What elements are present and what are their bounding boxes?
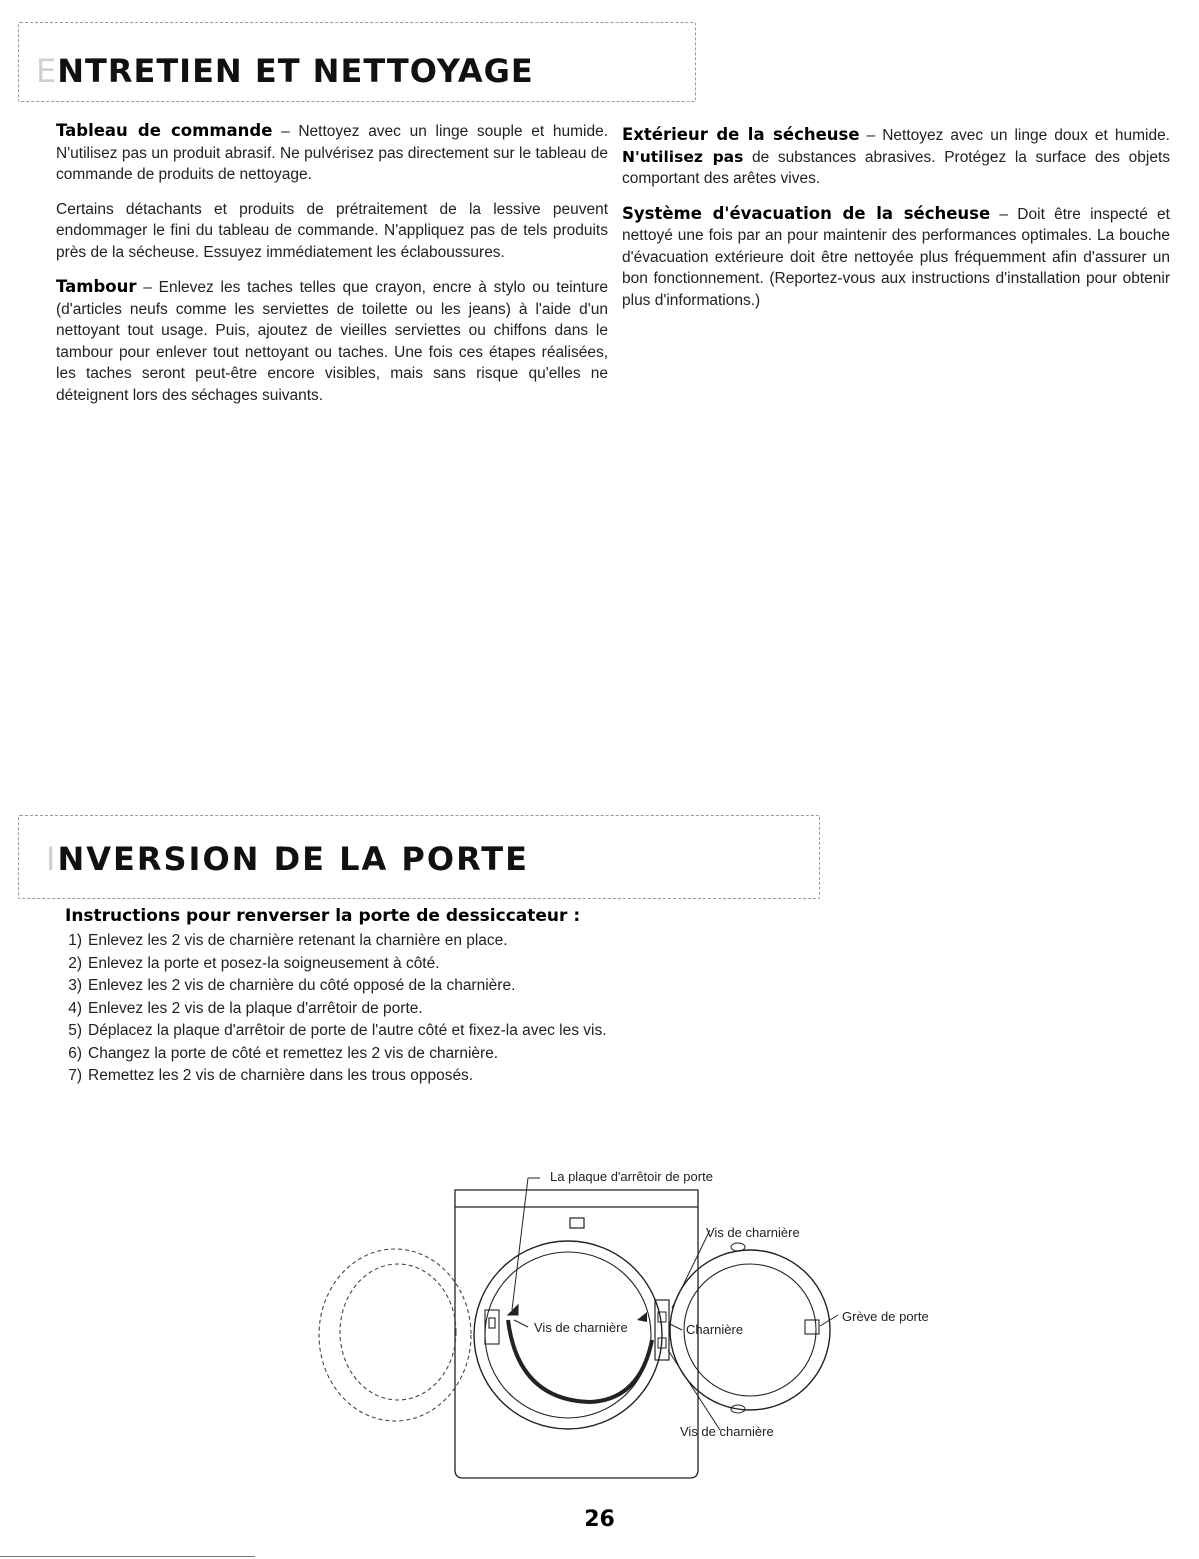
section-title-inversion [46, 840, 529, 878]
text-detachants: Certains détachants et produits de prétraitement de la lessive peuvent endommager le fini du tableau de commande. N'appliquez pas de tels produits près de la sécheuse. Essuyez immédiatement les éclaboussures. [56, 200, 608, 261]
lead-tambour: Tambour [56, 277, 137, 296]
step-text: Changez la porte de côté et remettez les 2 vis de charnière. [88, 1044, 499, 1062]
drum-opening [474, 1241, 662, 1429]
label-hinge-screw-left: Vis de charnière [534, 1320, 628, 1335]
step-text: Déplacez la plaque d'arrêtoir de porte de l'autre côté et fixez-la avec les vis. [88, 1022, 607, 1039]
label-hinge-screw-bottom: Vis de charnière [680, 1424, 774, 1439]
instructions-title: Instructions pour renverser la porte de dessiccateur : [65, 906, 581, 926]
step-item [48, 1065, 607, 1088]
step-item [48, 930, 607, 953]
paragraph-detachants [56, 199, 608, 264]
door-original-position [319, 1249, 471, 1421]
paragraph-evacuation [622, 203, 1170, 312]
door-reversal-diagram [290, 1160, 990, 1480]
step-number: 4) [68, 999, 82, 1017]
label-door-stop-plate: La plaque d'arrêtoir de porte [550, 1169, 713, 1184]
title-text: NTRETIEN ET NETTOYAGE [57, 52, 534, 90]
step-text: Enlevez les 2 vis de la plaque d'arrêtoir de porte. [88, 999, 423, 1017]
label-hinge-screw-top: Vis de charnière [706, 1225, 800, 1240]
step-number: 2) [68, 954, 82, 972]
step-item [48, 1020, 607, 1043]
footer-rule [0, 1556, 255, 1557]
lead-tableau: Tableau de commande [56, 121, 273, 140]
text-exterieur-b: de substances abrasives. Protégez la surface des objets comportant des arêtes vives. [622, 148, 1170, 187]
step-item [48, 953, 607, 976]
step-item [48, 998, 607, 1021]
step-number: 1) [68, 932, 82, 949]
bold-nutilisez: N'utilisez pas [622, 147, 744, 166]
steps-list [48, 930, 607, 1088]
label-hinge: Charnière [686, 1322, 744, 1337]
lead-exterieur: Extérieur de la sécheuse [622, 125, 860, 144]
step-item [48, 975, 607, 998]
text-tambour: – Enlevez les taches telles que crayon, encre à stylo ou teinture (d'articles neufs comme les serviettes de toilette ou les jeans) à l'aide d'un nettoyant tout usage. Puis, ajoutez de vieilles serviettes ou chiffons dans le tambour pour enlever tout nettoyant ou taches. Une fois ces étapes réalisées, les taches seront peut-être encore visibles, mais sans risque qu'elles ne déteignent lors des séchages suivants. [56, 279, 608, 404]
right-column [622, 124, 1170, 324]
text-evacuation: – Doit être inspecté et nettoyé une fois par an pour maintenir des performances optimales. La bouche d'évacuation extérieure doit être nettoyée plus fréquemment afin d'assurer un bon fonctionnement. (Reportez-vous aux instructions d'installation pour obtenir plus d'informations.) [622, 205, 1170, 309]
paragraph-tambour [56, 276, 608, 406]
step-number: 6) [68, 1044, 82, 1062]
step-number: 5) [68, 1022, 82, 1039]
paragraph-exterieur [622, 124, 1170, 190]
left-column [56, 120, 608, 419]
section-title-entretien [36, 52, 534, 90]
step-text: Enlevez la porte et posez-la soigneusement à côté. [88, 954, 440, 972]
title-initial: E [36, 52, 58, 90]
step-text: Remettez les 2 vis de charnière dans les trous opposés. [88, 1067, 474, 1084]
door-catch-right [637, 1312, 647, 1322]
title-initial: I [46, 840, 58, 878]
title-text: NVERSION DE LA PORTE [57, 840, 529, 878]
label-door-catch: Grève de porte [842, 1309, 929, 1324]
step-text: Enlevez les 2 vis de charnière du côté opposé de la charnière. [88, 977, 516, 994]
text-tableau: – Nettoyez avec un linge souple et humide. N'utilisez pas un produit abrasif. Ne pulvérisez pas directement sur le tableau de commande de produits de nettoyage. [56, 123, 608, 183]
step-item [48, 1043, 607, 1066]
lead-evacuation: Système d'évacuation de la sécheuse [622, 203, 991, 223]
step-number: 3) [68, 977, 82, 994]
text-exterieur-a: – Nettoyez avec un linge doux et humide. [859, 127, 1170, 144]
door-stop-plate [570, 1218, 584, 1228]
step-text: Enlevez les 2 vis de charnière retenant la charnière en place. [88, 932, 508, 949]
paragraph-tableau [56, 120, 608, 186]
step-number: 7) [68, 1067, 82, 1084]
page-number: 26 [584, 1507, 615, 1532]
